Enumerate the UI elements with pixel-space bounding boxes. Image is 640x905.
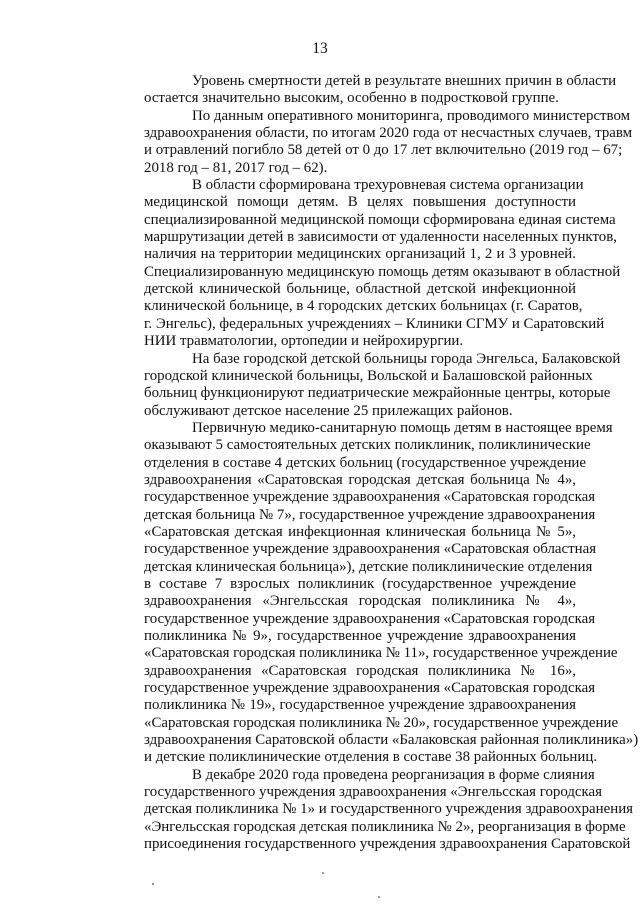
- text-line: 2018 год – 81, 2017 год – 62).: [144, 159, 328, 176]
- text-line: в составе 7 взрослых поликлиник (государственное учреждение: [144, 575, 576, 592]
- text-line: В декабре 2020 года проведена реорганизация в форме слияния: [192, 766, 595, 783]
- text-line: Уровень смертности детей в результате внешних причин в области: [192, 73, 617, 89]
- text-line: детская клиническая больница»), детские поликлинические отделения: [144, 558, 593, 575]
- text-line: г. Энгельс), федеральных учреждениях – Клиники СГМУ и Саратовский: [144, 315, 605, 332]
- text-line: отделения в составе 4 детских больниц (государственное учреждение: [144, 454, 586, 471]
- paragraph: [96, 177, 621, 350]
- text-line: По данным оперативного мониторинга, проводимого министерством: [192, 107, 631, 124]
- text-line: детской клинической больнице, областной детской инфекционной: [144, 281, 576, 298]
- text-line: обслуживают детское население 25 прилежащих районов.: [144, 402, 513, 419]
- text-line: здравоохранения Саратовской области «Балаковская районная поликлиника»): [144, 732, 639, 749]
- text-line: На базе городской детской больницы города Энгельса, Балаковской: [192, 350, 621, 367]
- text-line: Первичную медико-санитарную помощь детям в настоящее время: [192, 419, 613, 436]
- text-line: здравоохранения «Энгельсская городская поликлиника № 4»,: [144, 593, 576, 610]
- text-line: государственное учреждение здравоохранения «Саратовская городская: [144, 489, 596, 506]
- text-line: присоединения государственного учреждения здравоохранения Саратовской: [144, 836, 631, 853]
- text-line: «Саратовская городская поликлиника № 11», государственное учреждение: [144, 645, 618, 662]
- paragraph: [96, 107, 633, 177]
- text-line: здравоохранения «Саратовская городская поликлиника № 16»,: [144, 662, 576, 679]
- text-line: государственное учреждение здравоохранения «Саратовская областная: [144, 541, 597, 558]
- text-line: В области сформирована трехуровневая система организации: [192, 177, 584, 194]
- scan-speck: [378, 896, 380, 898]
- text-line: поликлиника № 9», государственное учреждение здравоохранения: [144, 628, 576, 644]
- text-line: медицинской помощи детям. В целях повышения доступности: [144, 194, 576, 211]
- document-body: [96, 73, 639, 853]
- text-line: маршрутизации детей в зависимости от удаленности населенных пунктов,: [144, 229, 617, 246]
- paragraph: [96, 766, 634, 854]
- text-line: государственное учреждение здравоохранения «Саратовская городская: [144, 680, 596, 697]
- text-line: клинической больнице, в 4 городских детских больницах (г. Саратов,: [144, 298, 583, 315]
- page-number: 13: [312, 40, 328, 57]
- text-line: здравоохранения области, по итогам 2020 года от несчастных случаев, травм: [144, 125, 633, 142]
- text-line: и отравлений погибло 58 детей от 0 до 17 лет включительно (2019 год – 67;: [144, 142, 623, 159]
- text-line: поликлиника № 19», государственное учреждение здравоохранения: [144, 697, 576, 714]
- text-line: «Саратовская городская поликлиника № 20», государственное учреждение: [144, 714, 619, 731]
- text-line: Специализированную медицинскую помощь детям оказывают в областной: [144, 263, 621, 280]
- scan-speck: [152, 883, 154, 885]
- text-line: государственное учреждение здравоохранения «Саратовская городская: [144, 610, 596, 627]
- text-line: детская поликлиника № 1» и государственного учреждения здравоохранения: [144, 801, 634, 818]
- text-line: оказывают 5 самостоятельных детских поликлиник, поликлинические: [144, 437, 591, 454]
- text-line: детская больница № 7», государственное учреждение здравоохранения: [144, 506, 596, 523]
- text-line: наличия на территории медицинских организаций 1, 2 и 3 уровней.: [144, 246, 576, 263]
- text-line: специализированной медицинской помощи сформирована единая система: [144, 211, 616, 228]
- paragraph: [96, 419, 639, 767]
- text-line: «Энгельсская городская детская поликлиника № 2», реорганизация в форме: [144, 818, 626, 835]
- scan-speck: [322, 872, 324, 874]
- text-line: и детские поликлинические отделения в составе 38 районных больниц.: [144, 749, 598, 766]
- text-line: государственного учреждения здравоохранения «Энгельсская городская: [144, 784, 603, 801]
- text-line: «Саратовская детская инфекционная клиническая больница № 5»,: [144, 523, 576, 540]
- text-line: здравоохранения «Саратовская городская детская больница № 4»,: [144, 471, 576, 488]
- paragraph: [96, 73, 617, 108]
- text-line: остается значительно высоким, особенно в подростковой группе.: [144, 90, 559, 107]
- paragraph: [96, 350, 621, 420]
- text-line: городской клинической больницы, Вольской и Балашовской районных: [144, 367, 593, 384]
- text-line: больниц функционируют педиатрические межрайонные центры, которые: [144, 385, 611, 402]
- text-line: НИИ травматологии, ортопедии и нейрохирургии.: [144, 333, 464, 350]
